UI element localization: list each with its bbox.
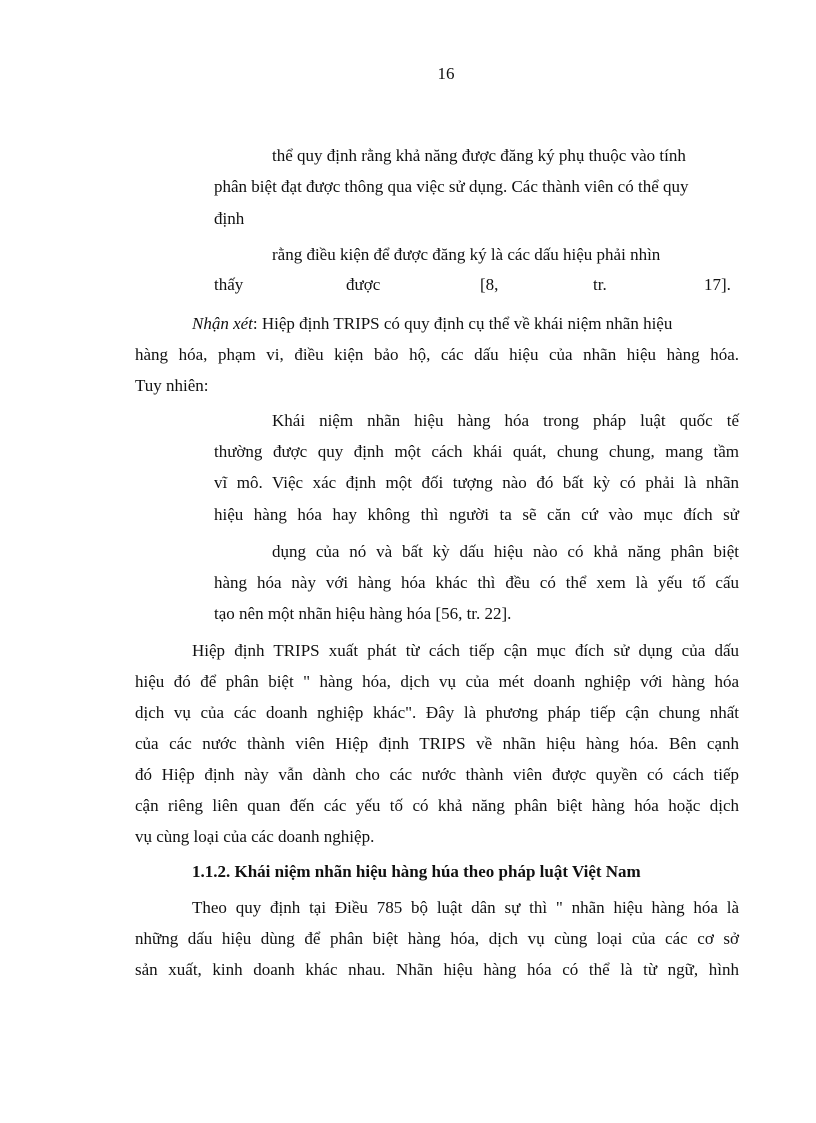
para1-line7: vụ cùng loại của các doanh nghiệp.: [135, 827, 375, 846]
remark-line3: Tuy nhiên:: [135, 376, 209, 395]
quote1-line5-word5: 17].: [704, 275, 731, 294]
quote2-line2: thường được quy định một cách khái quát, chung chung, mang tầm: [214, 442, 739, 461]
para1-line3: dịch vụ của các doanh nghiệp khác". Đây là phương pháp tiếp cận chung nhất: [135, 703, 739, 722]
remark-line2: hàng hóa, phạm vi, điều kiện bảo hộ, các dấu hiệu của nhãn hiệu hàng hóa.: [135, 345, 739, 364]
para1-line1: Hiệp định TRIPS xuất phát từ cách tiếp cận mục đích sử dụng của dấu: [192, 641, 739, 660]
para2-line1: Theo quy định tại Điều 785 bộ luật dân sự thì " nhãn hiệu hàng hóa là: [192, 898, 739, 917]
quote2-line5: dụng của nó và bất kỳ dấu hiệu nào có khả năng phân biệt: [272, 542, 739, 561]
quote2-line7: tạo nên một nhãn hiệu hàng hóa [56, tr. 22].: [214, 604, 512, 623]
remark-line1-text: : Hiệp định TRIPS có quy định cụ thể về khái niệm nhãn hiệu: [252, 314, 673, 333]
quote2-line3: vĩ mô. Việc xác định một đối tượng nào đó bất kỳ có phải là nhãn: [214, 473, 739, 492]
para1-line6: cận riêng liên quan đến các yếu tố có khả năng phân biệt hàng hóa hoặc dịch: [135, 796, 739, 815]
para1-line2: hiệu đó để phân biệt " hàng hóa, dịch vụ của mét doanh nghiệp với hàng hóa: [135, 672, 739, 691]
quote1-line4: rằng điều kiện để được đăng ký là các dấu hiệu phải nhìn: [272, 245, 661, 264]
quote1-line5-word4: tr.: [593, 275, 607, 294]
quote1-line2: phân biệt đạt được thông qua việc sử dụng. Các thành viên có thể quy: [214, 177, 689, 196]
quote1-line5-word3: [8,: [480, 275, 499, 294]
remark-line1: [192, 313, 672, 335]
quote2-line4: hiệu hàng hóa hay không thì người ta sẽ căn cứ vào mục đích sử: [214, 505, 739, 524]
quote1-line1: thể quy định rằng khả năng được đăng ký phụ thuộc vào tính: [272, 146, 686, 165]
remark-label: Nhận xét: [192, 314, 253, 333]
quote1-line5-word2: được: [346, 275, 381, 294]
quote1-line5-word1: thấy: [214, 275, 244, 294]
quote2-line6: hàng hóa này với hàng hóa khác thì đều có thể xem là yếu tố cấu: [214, 573, 739, 592]
para2-line3: sản xuất, kinh doanh khác nhau. Nhãn hiệu hàng hóa có thể là từ ngữ, hình: [135, 960, 739, 979]
quote2-line1: Khái niệm nhãn hiệu hàng hóa trong pháp luật quốc tế: [272, 411, 739, 430]
para1-line5: đó Hiệp định này vẫn dành cho các nước thành viên được quyền có cách tiếp: [135, 765, 739, 784]
section-heading: 1.1.2. Khái niệm nhãn hiệu hàng húa theo pháp luật Việt Nam: [192, 862, 641, 881]
page-number: 16: [437, 64, 455, 83]
para1-line4: của các nước thành viên Hiệp định TRIPS về nhãn hiệu hàng hóa. Bên cạnh: [135, 734, 739, 753]
quote1-line3: định: [214, 209, 245, 228]
para2-line2: những dấu hiệu dùng để phân biệt hàng hóa, dịch vụ cùng loại của các cơ sở: [135, 929, 739, 948]
